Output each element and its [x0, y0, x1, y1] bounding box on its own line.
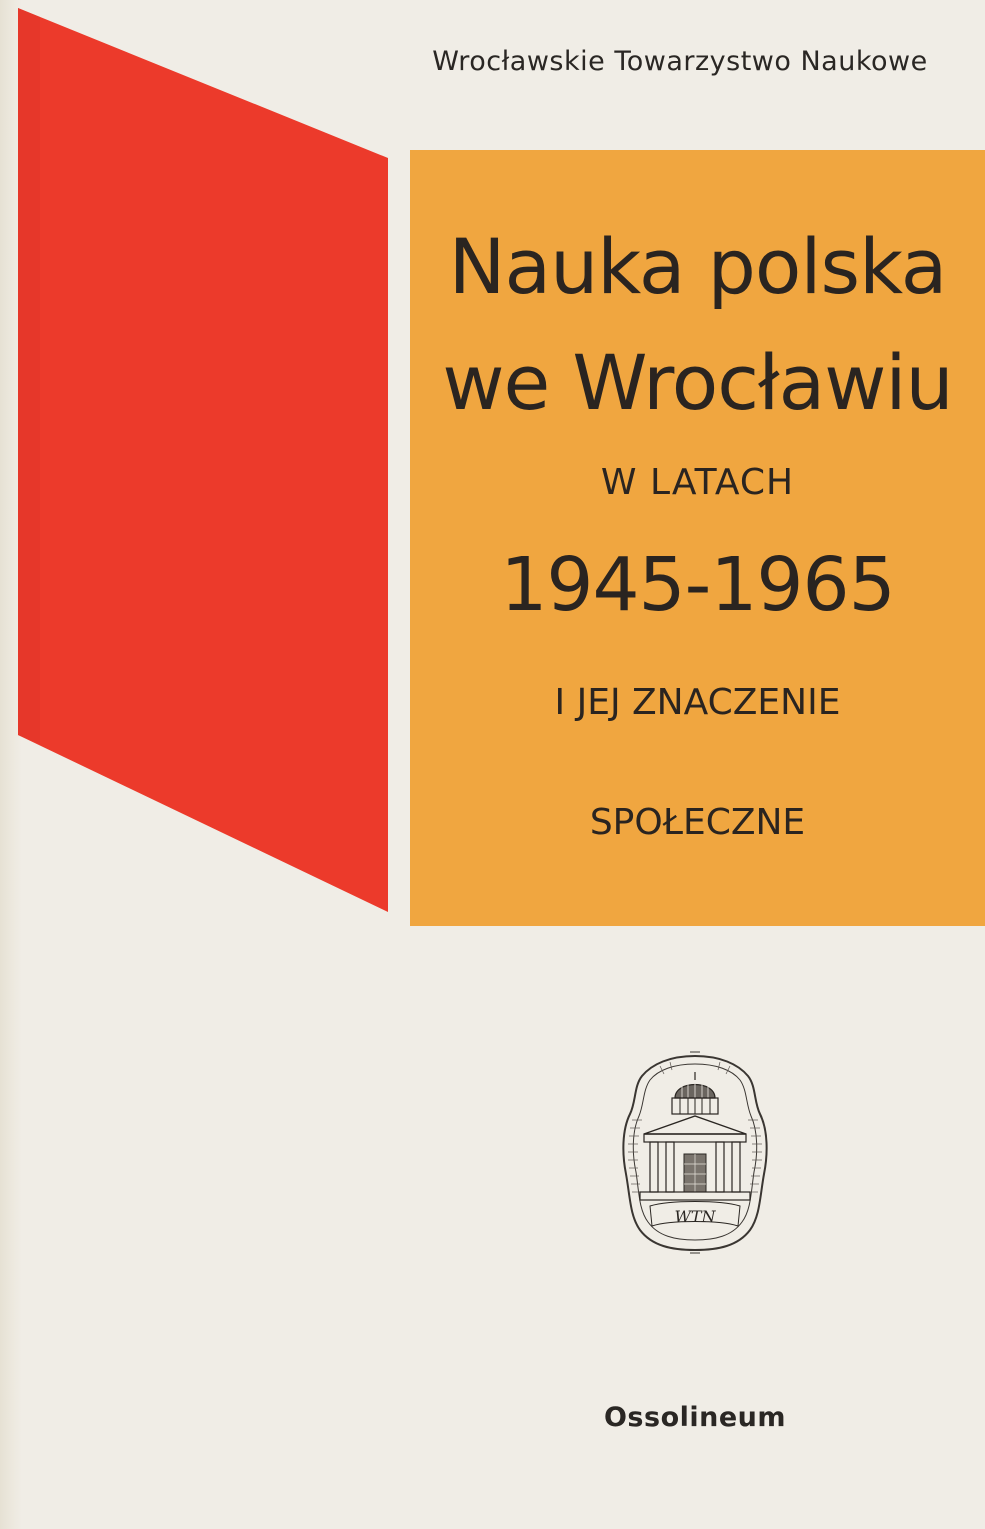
red-panel [0, 0, 390, 912]
publisher-name-bottom: Ossolineum [603, 1402, 787, 1433]
subtitle-line-2: I JEJ ZNACZENIE [554, 682, 841, 723]
title-line-1: Nauka polska [448, 222, 947, 311]
building-emblem-icon [620, 1050, 770, 1255]
years-range: 1945-1965 [500, 542, 895, 628]
publisher-name-top: Wrocławskie Towarzystwo Naukowe [432, 46, 928, 77]
orange-title-panel [410, 150, 985, 926]
emblem-monogram: WTN [674, 1207, 716, 1226]
title-line-2: we Wrocławiu [442, 338, 953, 427]
subtitle-line-3: SPOŁECZNE [589, 802, 806, 843]
subtitle-line-1: W LATACH [600, 462, 795, 503]
